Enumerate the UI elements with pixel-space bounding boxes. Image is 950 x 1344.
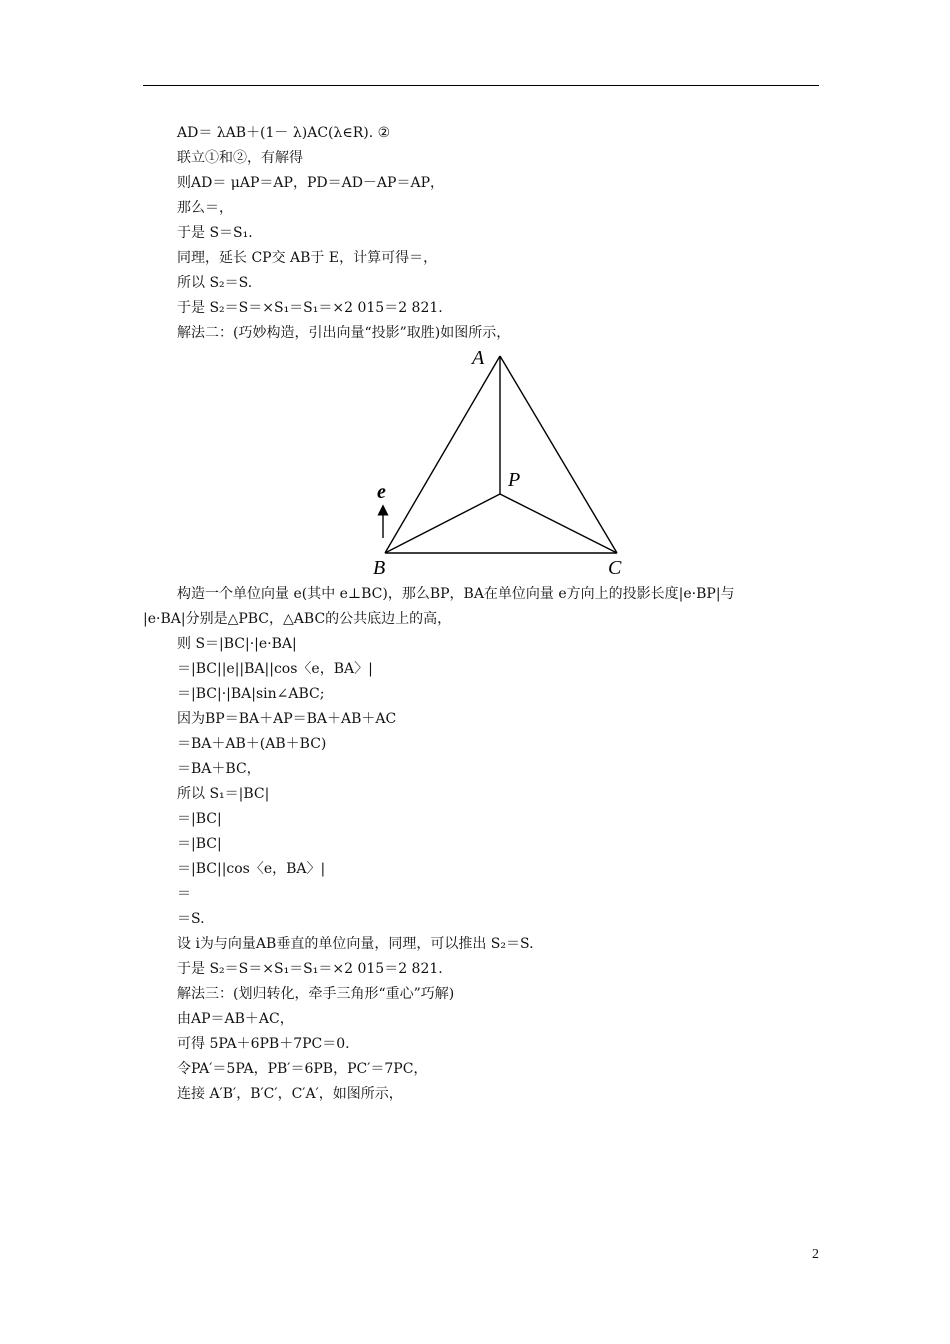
text-line: 于是 S₂＝S＝×S₁＝S₁＝×2 015＝2 821.	[177, 961, 443, 977]
text-line: 那么＝，	[177, 200, 233, 216]
text-line: ＝|BC|	[177, 811, 222, 827]
text-line: 同理，延长 CP交 AB于 E，计算可得＝，	[177, 250, 438, 266]
text-line: 于是 S＝S₁.	[177, 225, 253, 241]
page-content	[143, 121, 819, 1107]
text-line: 可得 5PA＋6PB＋7PC＝0.	[177, 1036, 350, 1052]
text-line: ＝|BC|	[177, 836, 222, 852]
text-line: 解法二：(巧妙构造，引出向量“投影”取胜)如图所示，	[177, 325, 511, 341]
triangle-figure	[143, 348, 819, 580]
text-line: AD＝ λAB＋(1－ λ)AC(λ∈R). ②	[177, 125, 391, 141]
text-line: 设 i为与向量AB垂直的单位向量，同理，可以推出 S₂＝S.	[177, 936, 534, 952]
text-line: 构造一个单位向量 e(其中 e⊥BC)，那么BP，BA在单位向量 e方向上的投影长度|e·BP|与	[177, 586, 735, 602]
label-p: P	[508, 469, 521, 491]
triangle-diagram	[372, 348, 632, 580]
text-line: ＝BA＋AB＋(AB＋BC)	[177, 736, 327, 752]
text-line: ＝|BC||cos〈e，BA〉|	[177, 861, 326, 877]
text-line: 所以 S₂＝S.	[177, 275, 253, 291]
text-line: 则 S＝|BC|·|e·BA|	[177, 636, 297, 652]
text-line: 则AD＝ μAP＝AP，PD＝AD－AP＝AP，	[177, 175, 444, 191]
text-line: ＝S.	[177, 911, 205, 927]
text-line: 于是 S₂＝S＝×S₁＝S₁＝×2 015＝2 821.	[177, 300, 443, 316]
text-line: ＝BA＋BC，	[177, 761, 261, 777]
text-line: 令PA′＝5PA，PB′＝6PB，PC′＝7PC，	[177, 1061, 428, 1077]
text-line: ＝|BC||e||BA||cos〈e，BA〉|	[177, 661, 373, 677]
text-line: 联立①和②，有解得	[177, 150, 303, 166]
label-b: B	[373, 557, 386, 579]
label-c: C	[608, 557, 622, 579]
text-line: 因为BP＝BA＋AP＝BA＋AB＋AC	[177, 711, 397, 727]
text-line: |e·BA|分别是△PBC，△ABC的公共底边上的高，	[143, 611, 452, 627]
text-line: ＝	[177, 886, 191, 902]
label-a: A	[472, 348, 485, 369]
text-line: 解法三：(划归转化，牵手三角形“重心”巧解)	[177, 986, 455, 1002]
header-rule	[143, 85, 819, 86]
text-line: 连接 A′B′，B′C′，C′A′，如图所示，	[177, 1086, 403, 1102]
label-e: e	[377, 481, 386, 503]
page-number: 2	[812, 1247, 819, 1262]
text-line: ＝|BC|·|BA|sin∠ABC;	[177, 686, 325, 702]
text-line: 由AP＝AB＋AC，	[177, 1011, 294, 1027]
text-line: 所以 S₁＝|BC|	[177, 786, 270, 802]
